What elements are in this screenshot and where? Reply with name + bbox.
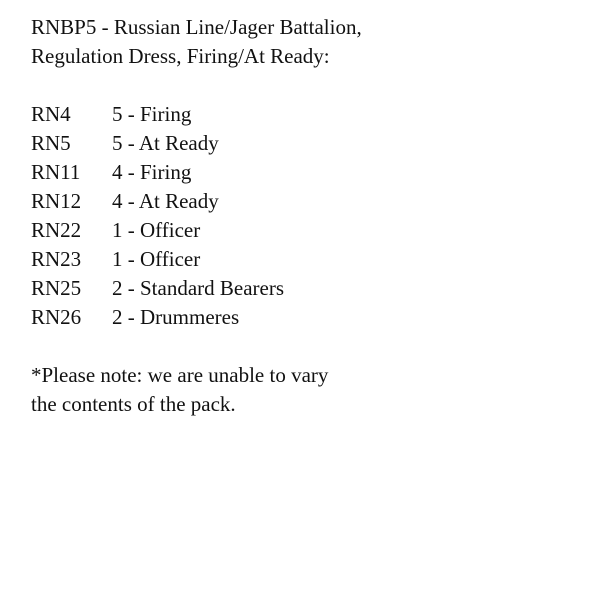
item-code: RN26	[31, 305, 82, 329]
item-description: 4 - At Ready	[112, 189, 219, 213]
item-code: RN4	[31, 102, 71, 126]
item-description: 5 - At Ready	[112, 131, 219, 155]
item-description: 5 - Firing	[112, 102, 192, 126]
list-item	[31, 129, 571, 158]
item-code: RN22	[31, 218, 82, 242]
note-line-1: *Please note: we are unable to vary	[31, 363, 329, 387]
pack-note	[31, 361, 571, 419]
contents-list	[31, 100, 571, 332]
list-item	[31, 187, 571, 216]
item-code: RN11	[31, 160, 81, 184]
pack-title-line-2: Regulation Dress, Firing/At Ready:	[31, 44, 330, 68]
item-code: RN5	[31, 131, 71, 155]
list-item	[31, 245, 571, 274]
pack-title	[31, 13, 571, 71]
item-code: RN12	[31, 189, 82, 213]
list-item	[31, 100, 571, 129]
item-description: 4 - Firing	[112, 160, 192, 184]
item-description: 1 - Officer	[112, 247, 201, 271]
item-code: RN23	[31, 247, 82, 271]
list-item	[31, 216, 571, 245]
list-item	[31, 158, 571, 187]
list-item	[31, 274, 571, 303]
item-description: 2 - Standard Bearers	[112, 276, 285, 300]
item-description: 1 - Officer	[112, 218, 201, 242]
item-code: RN25	[31, 276, 82, 300]
note-line-2: the contents of the pack.	[31, 392, 236, 416]
pack-title-line-1: RNBP5 - Russian Line/Jager Battalion,	[31, 15, 362, 39]
item-description: 2 - Drummeres	[112, 305, 240, 329]
list-item	[31, 303, 571, 332]
pack-description	[31, 13, 571, 419]
